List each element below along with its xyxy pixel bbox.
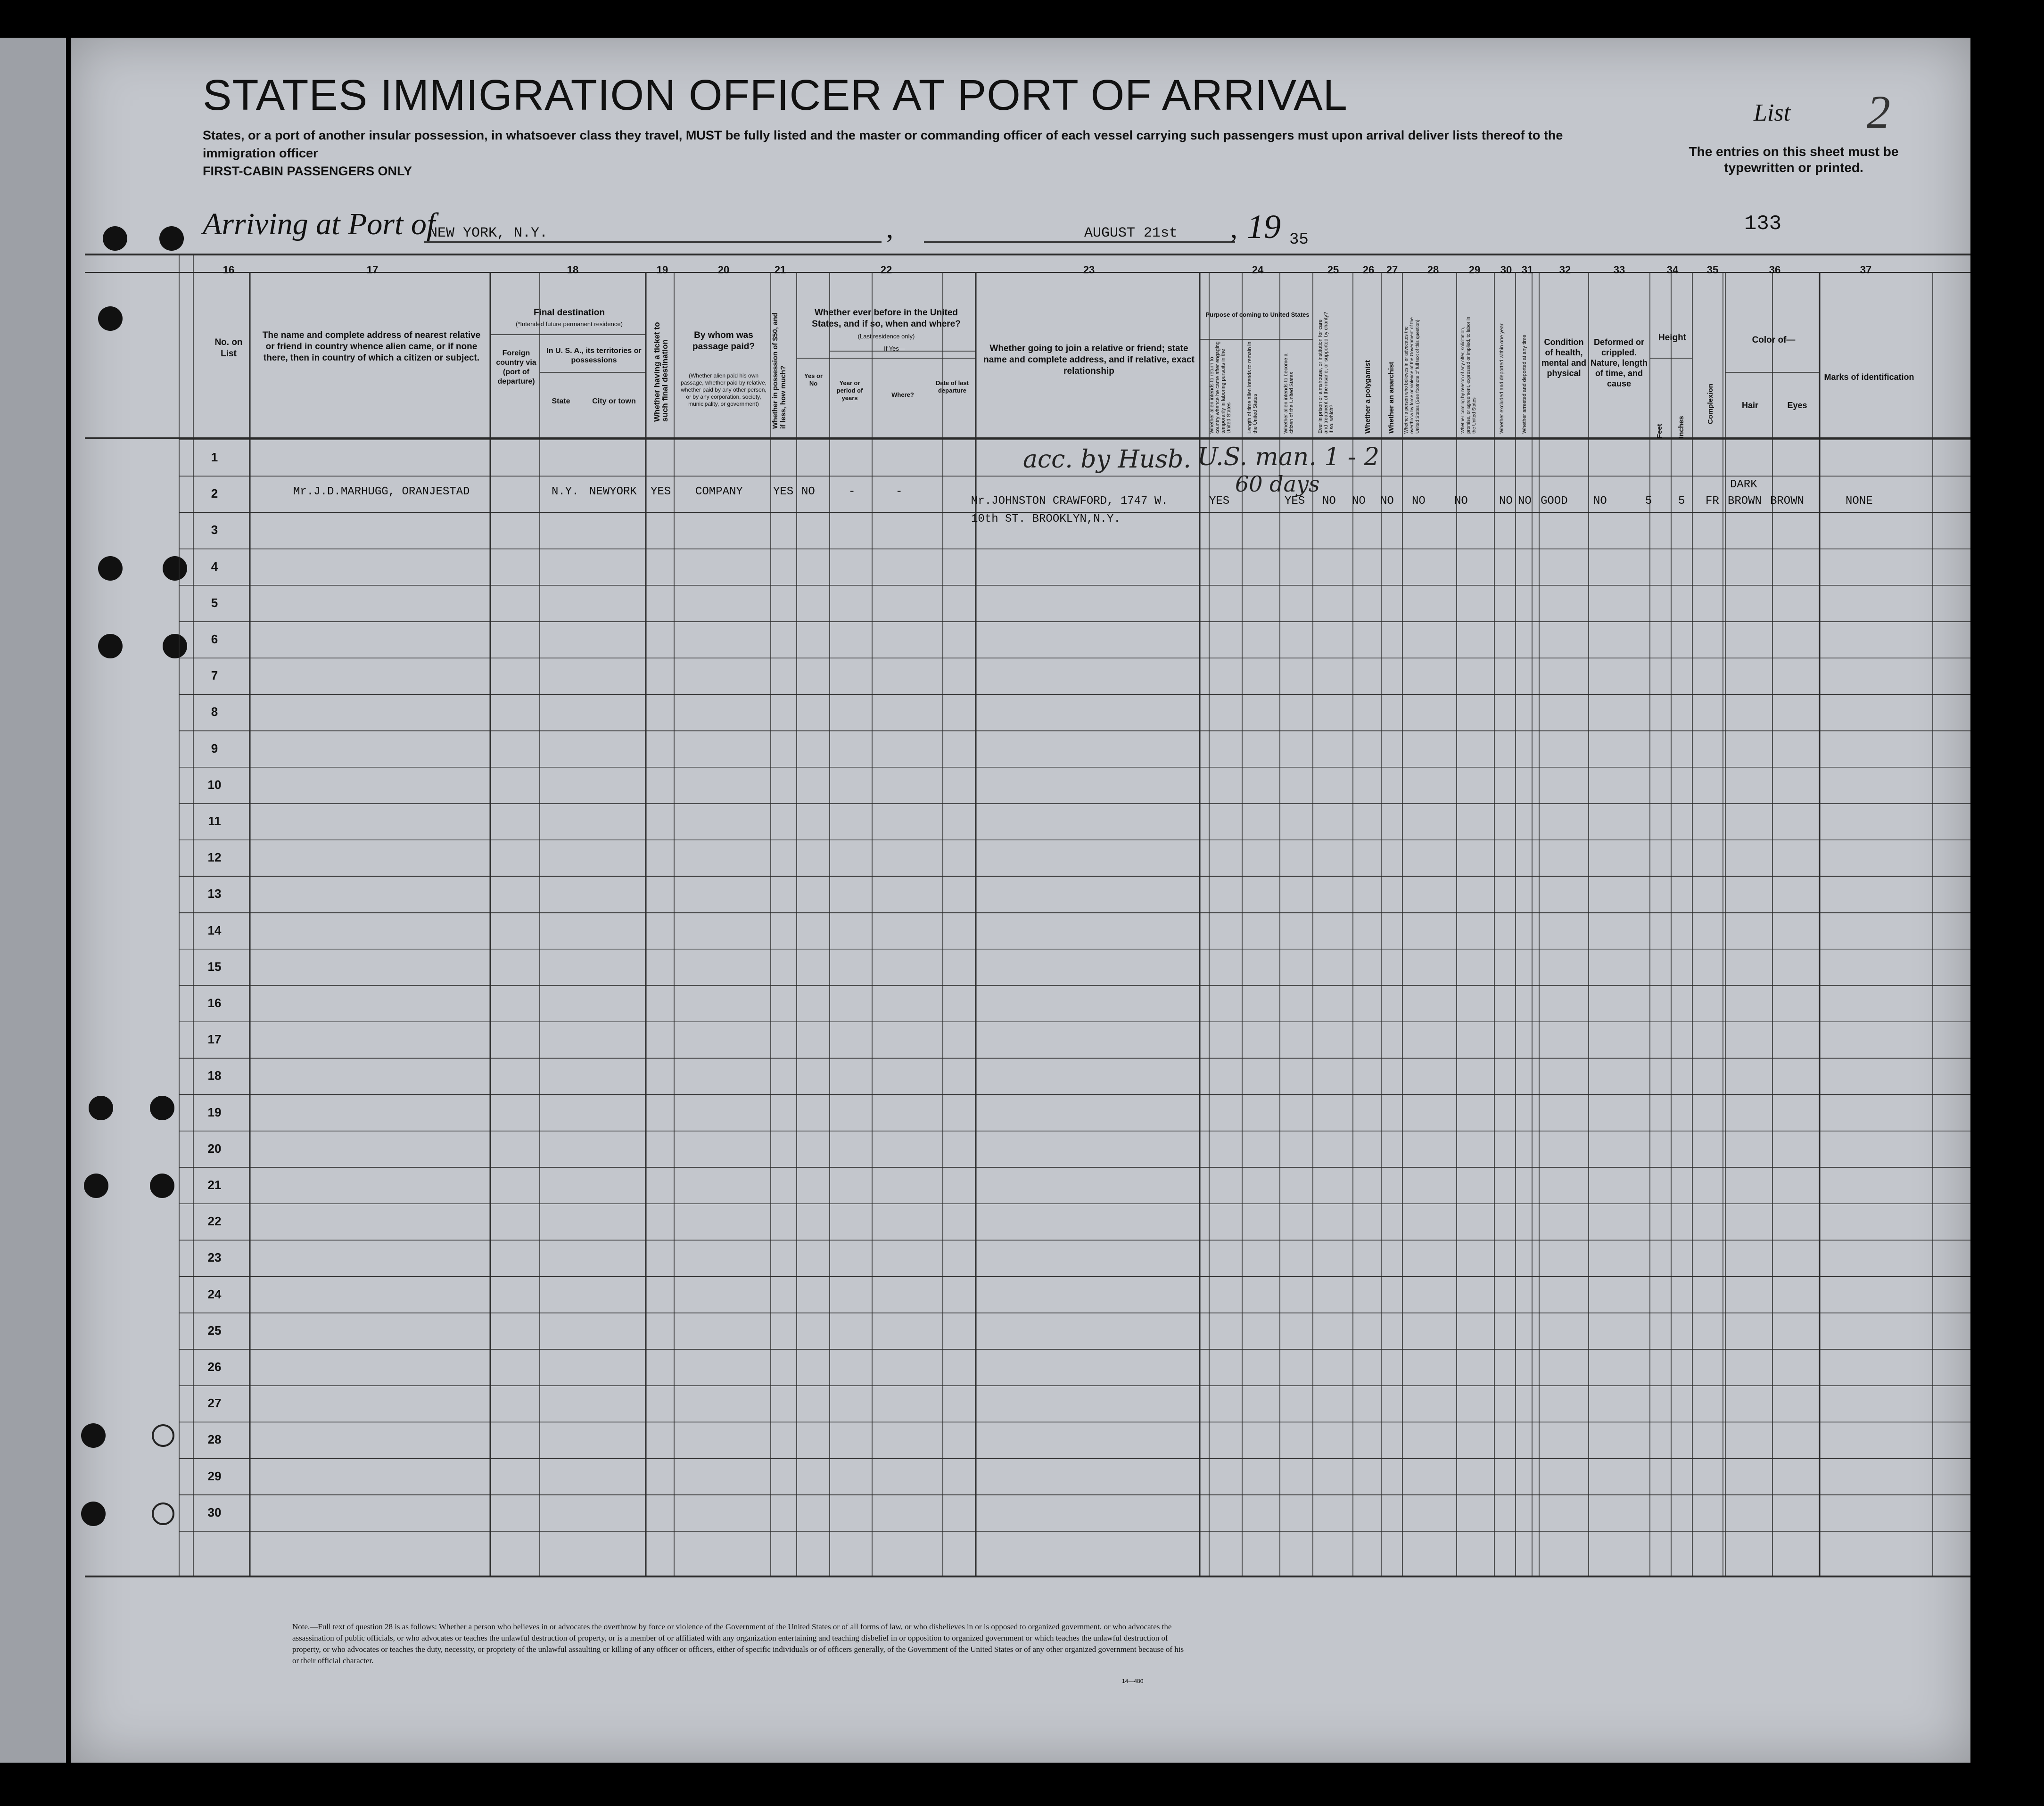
col-num-30: 30	[1500, 264, 1512, 276]
header-inches: Inches	[1677, 416, 1685, 438]
col-num-28: 28	[1427, 264, 1439, 276]
header-hair: Hair	[1741, 401, 1758, 410]
col-num-23: 23	[1083, 264, 1095, 276]
header-passage-paid: By whom was passage paid?	[692, 330, 755, 352]
col-num-31: 31	[1521, 264, 1533, 276]
entry-ticket: YES	[651, 485, 671, 498]
row-number: 5	[211, 595, 218, 610]
list-note: The entries on this sheet must be typewritten or printed.	[1689, 144, 1899, 175]
header-anarchist: Whether an anarchist	[1387, 361, 1395, 434]
header-before-in-us: Whether ever before in the United States, and if so, when and where?	[812, 308, 961, 329]
entry-money: YES	[773, 485, 794, 498]
col-num-27: 27	[1386, 264, 1398, 276]
row-number: 29	[207, 1469, 222, 1483]
footnote: Note.—Full text of question 28 is as follows: Whether a person who believes in or advocates the overthrow by force or violence of the Government of the United States or of all forms of law, or who disbelieves in or is opposed to organized government, or who advocates the assassination of public officials, or who advocates or teaches the unlawful destruction of property, or is a member of or affiliated with any organization entertaining and teaching disbelief in or opposition to organized government or which teaches the unlawful destruction of property, or who advocates or teaches the duty, necessity, or propriety of the unlawful assaulting or killing of any officer or officers, either of specific individuals or of officers generally, of the Government of the United States or of any other organized government because of his or their official character.	[292, 1622, 1184, 1665]
entry-purpose-citizen: YES	[1285, 495, 1305, 508]
header-prison: Ever in prison or almshouse, or institution for care and treatment of the insane, or supported by charity? If so, which?	[1318, 312, 1335, 434]
form-title: STATES IMMIGRATION OFFICER AT PORT OF ARRIVAL	[203, 71, 1348, 119]
entry-state: N.Y.	[552, 485, 579, 498]
row-number: 11	[208, 814, 221, 828]
row-number: 6	[211, 632, 218, 646]
header-passage-paid-sub: (Whether alien paid his own passage, whether paid by relative, whether paid by any other person, or by any corporation, society, municipality, or government)	[680, 372, 767, 407]
entry-join-line2: 10th ST. BROOKLYN,N.Y.	[971, 513, 1121, 525]
entry-anarchist: NO	[1380, 495, 1394, 508]
row-number: 24	[207, 1287, 222, 1301]
form-code: 14—480	[1122, 1678, 1144, 1684]
entry-where: -	[896, 485, 903, 498]
entry-hair-line1: DARK	[1730, 478, 1757, 491]
row-number: 20	[207, 1141, 222, 1156]
year-suffix: 35	[1289, 231, 1309, 249]
entry-purpose-return: YES	[1209, 495, 1230, 508]
row-number: 21	[207, 1178, 222, 1192]
list-number: 2	[1867, 86, 1890, 138]
header-final-destination-sub: (*Intended future permanent residence)	[516, 320, 623, 328]
header-marks: Marks of identification	[1824, 372, 1914, 382]
row-number: 22	[207, 1214, 222, 1229]
entry-health: GOOD	[1541, 495, 1568, 508]
header-city: City or town	[592, 397, 636, 405]
row-number: 28	[207, 1432, 222, 1447]
entry-hair-line2: BROWN	[1728, 495, 1762, 508]
row-number: 1	[211, 450, 218, 464]
header-arrested-deported: Whether arrested and deported at any time	[1522, 335, 1527, 434]
separator-comma: ,	[886, 213, 893, 244]
entry-prison: NO	[1322, 495, 1336, 508]
header-labor-offer: Whether coming by reason of any offer, solicitation, promise, or agreement, expressed or implied, to labor in the United States	[1460, 317, 1477, 434]
header-yes-or-no: Yes or No	[804, 372, 823, 387]
row-number: 25	[207, 1323, 222, 1338]
col-num-37: 37	[1860, 264, 1872, 276]
header-purpose: Purpose of coming to United States	[1205, 311, 1310, 318]
row-number: 16	[207, 996, 222, 1010]
header-year-period: Year or period of years	[836, 379, 863, 402]
col-num-21: 21	[774, 264, 786, 276]
header-ticket: Whether having a ticket to such final destination	[652, 322, 669, 422]
row-number: 27	[207, 1396, 222, 1411]
col-num-24: 24	[1252, 264, 1264, 276]
header-purpose-length: Length of time alien intends to remain in the United States	[1247, 341, 1258, 434]
arriving-label: Arriving at Port of	[203, 207, 436, 241]
col-num-25: 25	[1327, 264, 1339, 276]
header-if-yes: If Yes—	[884, 345, 905, 352]
port-value: NEW YORK, N.Y.	[429, 225, 548, 241]
header-where: Where?	[891, 391, 914, 398]
row-number: 15	[207, 959, 222, 974]
entry-marks: NONE	[1846, 495, 1873, 508]
header-polygamist: Whether a polygamist	[1364, 360, 1372, 434]
header-no-on-list: No. on List	[214, 337, 243, 359]
col-num-18: 18	[567, 264, 579, 276]
row-number: 12	[207, 850, 222, 865]
row-number: 2	[211, 486, 218, 501]
col-num-17: 17	[366, 264, 379, 276]
instructions-text: States, or a port of another insular possession, in whatsoever class they travel, MUST be fully listed and the master or commanding officer of each vessel carrying such passengers must upon arrival deliver lists thereof to the immigration officer	[203, 128, 1563, 160]
row-number: 14	[207, 923, 222, 937]
header-eyes: Eyes	[1787, 401, 1807, 410]
row-number: 19	[207, 1105, 222, 1119]
header-before-in-us-sub: (Last residence only)	[857, 333, 915, 340]
col-num-16: 16	[223, 264, 235, 276]
col-num-33: 33	[1613, 264, 1625, 276]
handwritten-annotation: U.S. man. 1 - 2	[1197, 443, 1380, 471]
row-number: 18	[207, 1068, 222, 1083]
header-date-departure: Date of last departure	[935, 379, 969, 394]
first-cabin-label: FIRST-CABIN PASSENGERS ONLY	[203, 164, 412, 178]
entry-q29: NO	[1454, 495, 1468, 508]
entry-passage: COMPANY	[695, 485, 743, 498]
col-num-19: 19	[656, 264, 668, 276]
header-height: Height	[1658, 333, 1687, 343]
header-complexion: Complexion	[1706, 384, 1714, 424]
row-number: 17	[207, 1032, 222, 1047]
entry-before-us: NO	[801, 485, 815, 498]
header-feet: Feet	[1656, 424, 1664, 438]
entry-deformed: NO	[1593, 495, 1607, 508]
col-num-34: 34	[1666, 264, 1679, 276]
handwritten-annotation: 60 days	[1235, 471, 1320, 497]
entry-join-line1: Mr.JOHNSTON CRAWFORD, 1747 W.	[971, 495, 1168, 508]
row-number: 26	[207, 1360, 222, 1374]
col-num-22: 22	[880, 264, 892, 276]
row-number: 30	[207, 1505, 222, 1519]
header-color-of: Color of—	[1752, 335, 1796, 345]
col-num-35: 35	[1706, 264, 1719, 276]
year-prefix: 19	[1247, 208, 1281, 246]
header-overthrow: Whether a person who believes in or advocates the overthrow by force or violence of the Government of the United States (See footnote of full text of this question)	[1404, 317, 1420, 434]
row-number: 7	[211, 668, 218, 683]
entry-feet: 5	[1645, 495, 1652, 508]
header-foreign-country: Foreign country via (port of departure)	[496, 349, 536, 386]
row-number: 9	[211, 741, 218, 755]
header-final-destination: Final destination	[534, 308, 605, 318]
col-num-29: 29	[1468, 264, 1481, 276]
header-excluded-deported: Whether excluded and deported within one year	[1499, 323, 1505, 434]
row-number: 8	[211, 705, 218, 719]
entry-q28: NO	[1412, 495, 1426, 508]
entry-q30: NO	[1499, 495, 1513, 508]
list-label: List	[1754, 99, 1791, 126]
header-in-usa: In U. S. A., its territories or possessions	[546, 347, 642, 364]
header-state: State	[552, 397, 570, 405]
separator-comma: ,	[1230, 213, 1237, 244]
header-fifty-dollars: Whether in possession of $50, and if less, how much?	[771, 312, 787, 429]
row-number: 4	[211, 559, 218, 574]
handwritten-annotation: acc. by Husb.	[1023, 445, 1191, 474]
row-number: 10	[207, 777, 222, 792]
header-purpose-citizen: Whether alien intends to become a citizen of the United States	[1283, 353, 1294, 434]
entry-year-period: -	[849, 485, 856, 498]
col-num-36: 36	[1769, 264, 1781, 276]
header-nearest-relative: The name and complete address of nearest relative or friend in country whence alien came, or if none there, then in country of which a citizen or subject.	[262, 330, 481, 363]
entry-eyes: BROWN	[1770, 495, 1805, 508]
entry-complexion: FR	[1706, 495, 1719, 508]
entry-q31: NO	[1518, 495, 1532, 508]
header-join-relative: Whether going to join a relative or friend; state name and complete address, and if relative, exact relationship	[983, 344, 1195, 376]
entry-relative: Mr.J.D.MARHUGG, ORANJESTAD	[293, 485, 470, 498]
entry-city: NEWYORK	[589, 485, 637, 498]
col-num-32: 32	[1559, 264, 1571, 276]
col-num-20: 20	[717, 264, 730, 276]
page-number: 133	[1744, 212, 1782, 236]
header-deformed: Deformed or crippled. Nature, length of time, and cause	[1590, 337, 1648, 388]
entry-polygamist: NO	[1352, 495, 1366, 508]
col-num-26: 26	[1362, 264, 1375, 276]
row-number: 13	[207, 887, 222, 901]
header-purpose-return: Whether alien intends to return to country whence he came after engaging temporarily in laboring pursuits in the United States	[1209, 341, 1232, 434]
date-value: AUGUST 21st	[1084, 225, 1178, 241]
row-number: 23	[207, 1250, 222, 1265]
entry-inches: 5	[1678, 495, 1685, 508]
header-health: Condition of health, mental and physical	[1541, 337, 1587, 378]
row-number: 3	[211, 523, 218, 537]
